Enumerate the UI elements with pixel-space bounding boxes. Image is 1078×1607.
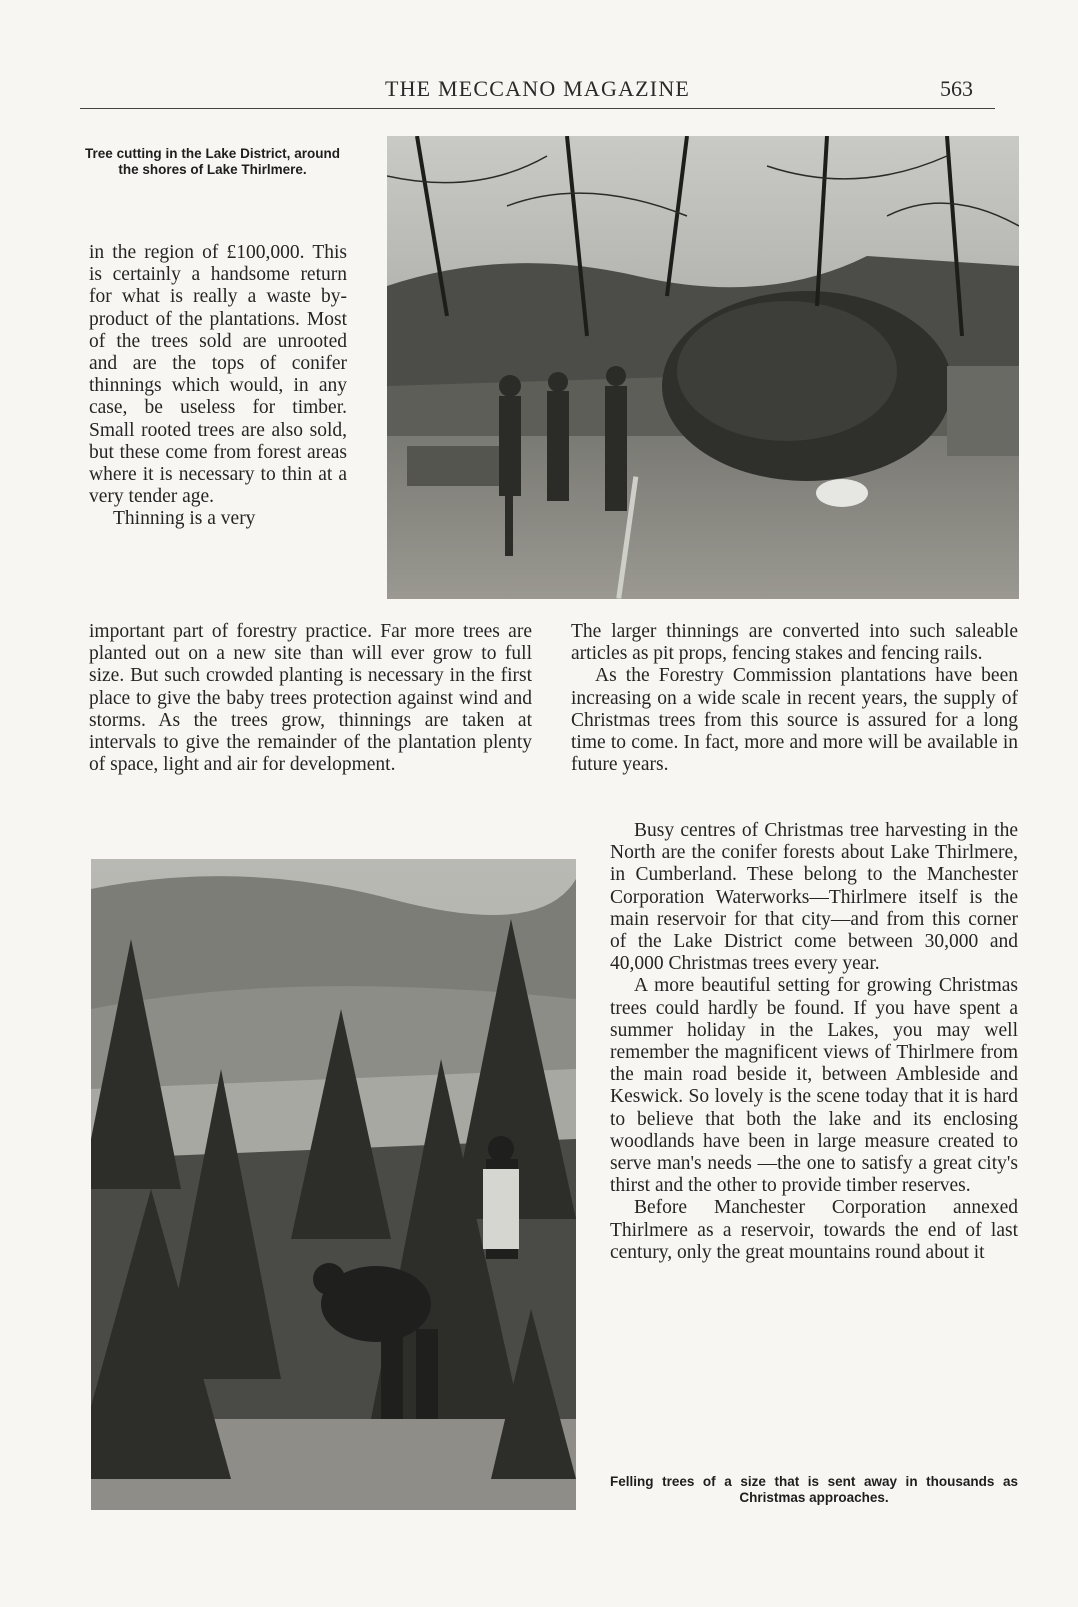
photo-tree-cutting-image <box>387 136 1019 599</box>
photo-caption-bottom: Felling trees of a size that is sent away in thousands as Christmas approaches. <box>610 1474 1018 1505</box>
page-header <box>80 76 995 109</box>
photo-caption-top: Tree cutting in the Lake District, around the shores of Lake Thirlmere. <box>85 146 340 177</box>
photo-felling-trees-image <box>91 859 576 1510</box>
paragraph: Before Manchester Corporation annexed Thirlmere as a reservoir, towards the end of last century, only the great mountains round about it <box>610 1197 1018 1263</box>
paragraph: Busy centres of Christmas tree harvesting in the North are the conifer forests about Lake Thirlmere, in Cumberland. These belong to the Manchester Corporation Waterworks—Thirlmere itself is the main reservoir for that city—and from this corner of the Lake District come between 30,000 and 40,000 Christmas trees every year. <box>610 820 1018 975</box>
photo-tree-cutting <box>387 136 1019 599</box>
body-text-left-wide <box>89 621 532 776</box>
body-text-left-narrow <box>89 242 347 531</box>
paragraph: As the Forestry Commission plantations have been increasing on a wide scale in recent years, the supply of Christmas trees from this source is assured for a long time to come. In fact, more and more will be available in future years. <box>571 665 1018 776</box>
paragraph: Thinning is a very <box>113 508 256 530</box>
paragraph: important part of forestry practice. Far more trees are planted out on a new site than will ever grow to full size. But such crowded planting is necessary in the first place to give the baby trees protection against wind and storms. As the trees grow, thinnings are taken at intervals to give the remainder of the plantation plenty of space, light and air for development. <box>89 621 532 776</box>
body-text-right-top <box>571 621 1018 776</box>
magazine-title: THE MECCANO MAGAZINE <box>384 76 691 101</box>
paragraph: The larger thinnings are converted into such saleable articles as pit props, fencing stakes and fencing rails. <box>571 621 1018 665</box>
page-number: 563 <box>940 76 973 101</box>
body-text-right-narrow <box>610 820 1018 1264</box>
paragraph: in the region of £100,000. This is certainly a handsome return for what is really a waste by-product of the plantations. Most of the trees sold are unrooted and are the tops of conifer thinnings which would, in any case, be useless for timber. Small rooted trees are also sold, but these come from forest areas where it is necessary to thin at a very tender age. <box>89 242 347 508</box>
photo-felling-trees <box>91 859 576 1510</box>
paragraph: A more beautiful setting for growing Christmas trees could hardly be found. If you have spent a summer holiday in the Lakes, you may well remember the magnificent views of Thirlmere from the main road beside it, between Ambleside and Keswick. So lovely is the scene today that it is hard to believe that both the lake and its enclosing woodlands have been in large measure created to serve man's needs —the one to satisfy a great city's thirst and the other to provide timber reserves. <box>610 975 1018 1197</box>
